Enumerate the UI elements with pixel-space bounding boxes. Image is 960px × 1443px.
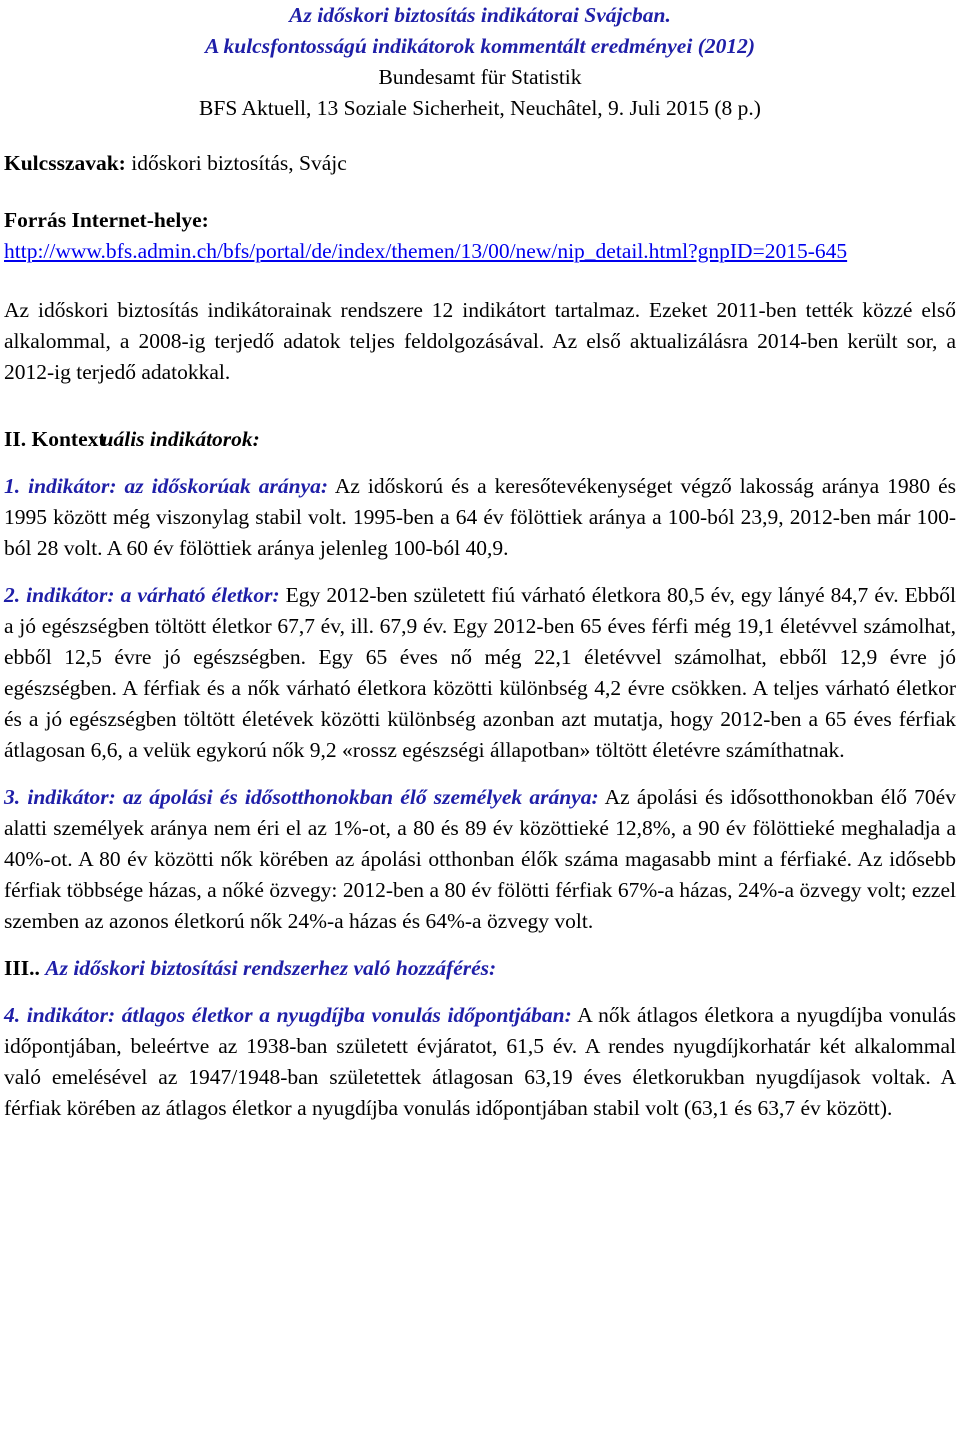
indicator-2-label: indikátor: a várható életkor: [26,583,280,607]
indicator-3-paragraph [4,782,956,937]
indicator-3-heading [4,785,599,809]
document-title: Az időskori biztosítás indikátorai Svájcban. [289,3,671,27]
indicator-1-heading [4,474,328,498]
section-2-title-plain: Kontext [31,427,106,451]
title-block [4,0,956,124]
intro-paragraph: Az időskori biztosítás indikátorainak rendszere 12 indikátort tartalmaz. Ezeket 2011-ben tették közzé első alkalommal, a 2008-ig terjedő adatok teljes feldolgozásával. Az első aktualizálásra 2014-ben került sor, a 2012-ig terjedő adatokkal. [4,298,956,384]
indicator-2-paragraph [4,580,956,766]
section-3-number: III.. [4,956,40,980]
indicator-4-paragraph [4,1000,956,1124]
indicator-2-heading [4,583,280,607]
keywords-label: Kulcsszavak: [4,151,126,175]
indicator-4-number: 4. [4,1003,21,1027]
indicator-2-number: 2. [4,583,21,607]
indicator-2-text: Egy 2012-ben született fiú várható életkora 80,5 év, egy lányé 84,7 év. Ebből a jó egészségben töltött életkor 67,7 év, ill. 67,9 év. Egy 2012-ben 65 éves férfi még 19,1 életévvel számolhat, ebből 12,5 évre jó egészségben. Egy 65 éves nő még 22,1 életévvel számolhat, ebből 12,9 évre jó egészségben. A férfiak és a nők várható életkora közötti különbség 4,2 évre csökken. A teljes várható életkor és a jó egészségben töltött életévek közötti különbség azonban azt mutatja, hogy 2012-ben a 65 éves férfiak átlagosan 6,6, a velük egykorú nők 9,2 «rossz egészségi állapotban» töltött életévre számíthatnak. [4,583,956,762]
source-row [4,205,956,236]
keywords-row [4,148,956,179]
source-url-link[interactable]: http://www.bfs.admin.ch/bfs/portal/de/index/themen/13/00/new/nip_detail.html?gnpID=2015-645 [4,239,848,263]
publication-reference: BFS Aktuell, 13 Soziale Sicherheit, Neuchâtel, 9. Juli 2015 (8 p.) [199,96,761,120]
indicator-1-paragraph [4,471,956,564]
indicator-1-text: Az időskorú és a keresőtevékenységet végző lakosság aránya 1980 és 1995 között még viszonylag stabil volt. 1995-ben a 64 év fölöttiek aránya a 100-ból 23,9, 2012-ben már 100-ból 28 volt. A 60 év fölöttiek aránya jelenleg 100-ból 40,9. [4,474,957,560]
indicator-3-number: 3. [4,785,21,809]
indicator-1-label: indikátor: az időskorúak aránya: [28,474,329,498]
indicator-4-heading [4,1003,572,1027]
indicator-3-text: Az ápolási és idősotthonokban élő 70év alatti személyek aránya nem éri el az 1%-ot, a 80 és 89 év közöttieké 12,8%, a 90 év fölöttieké meghaladja a 40%-ot. A 80 év közötti nők körében az ápolási otthonban élők száma magasabb mint a férfiaké. Az idősebb férfiak többsége házas, a nőké özvegy: 2012-ben a 80 év fölötti férfiak 67%-a házas, 24%-a özvegy volt; ezzel szemben az azonos életkorú nők 24%-a házas és 64%-a özvegy volt. [4,785,956,933]
indicator-1-number: 1. [4,474,21,498]
document-subtitle: A kulcsfontosságú indikátorok kommentált eredményei (2012) [204,34,756,58]
publisher: Bundesamt für Statistik [378,65,582,89]
indicator-4-label: indikátor: átlagos életkor a nyugdíjba vonulás időpontjában: [26,1003,572,1027]
section-3-title: Az időskori biztosítási rendszerhez való hozzáférés: [45,956,497,980]
section-2-number: II. [4,427,27,451]
section-2-title-italic: uális indikátorok: [101,427,260,451]
indicator-4-text: A nők átlagos életkora a nyugdíjba vonulás időpontjában, beleértve az 1938-ban született évjáratot, 61,5 év. A rendes nyugdíjkorhatár két alkalommal való emelésével az 1947/1948-ban születettek átlagosan 63,19 éves életkorukban nyugdíjasok voltak. A férfiak körében az átlagos életkor a nyugdíjba vonulás időpontjában stabil volt (63,1 és 63,7 év között). [4,1003,957,1120]
indicator-3-label: indikátor: az ápolási és idősotthonokban élő személyek aránya: [27,785,599,809]
source-label: Forrás Internet-helye: [4,208,209,232]
section-2-heading [4,424,956,455]
keywords-value: időskori biztosítás, Svájc [131,151,347,175]
section-3-heading [4,953,956,984]
meta-block [4,148,956,267]
